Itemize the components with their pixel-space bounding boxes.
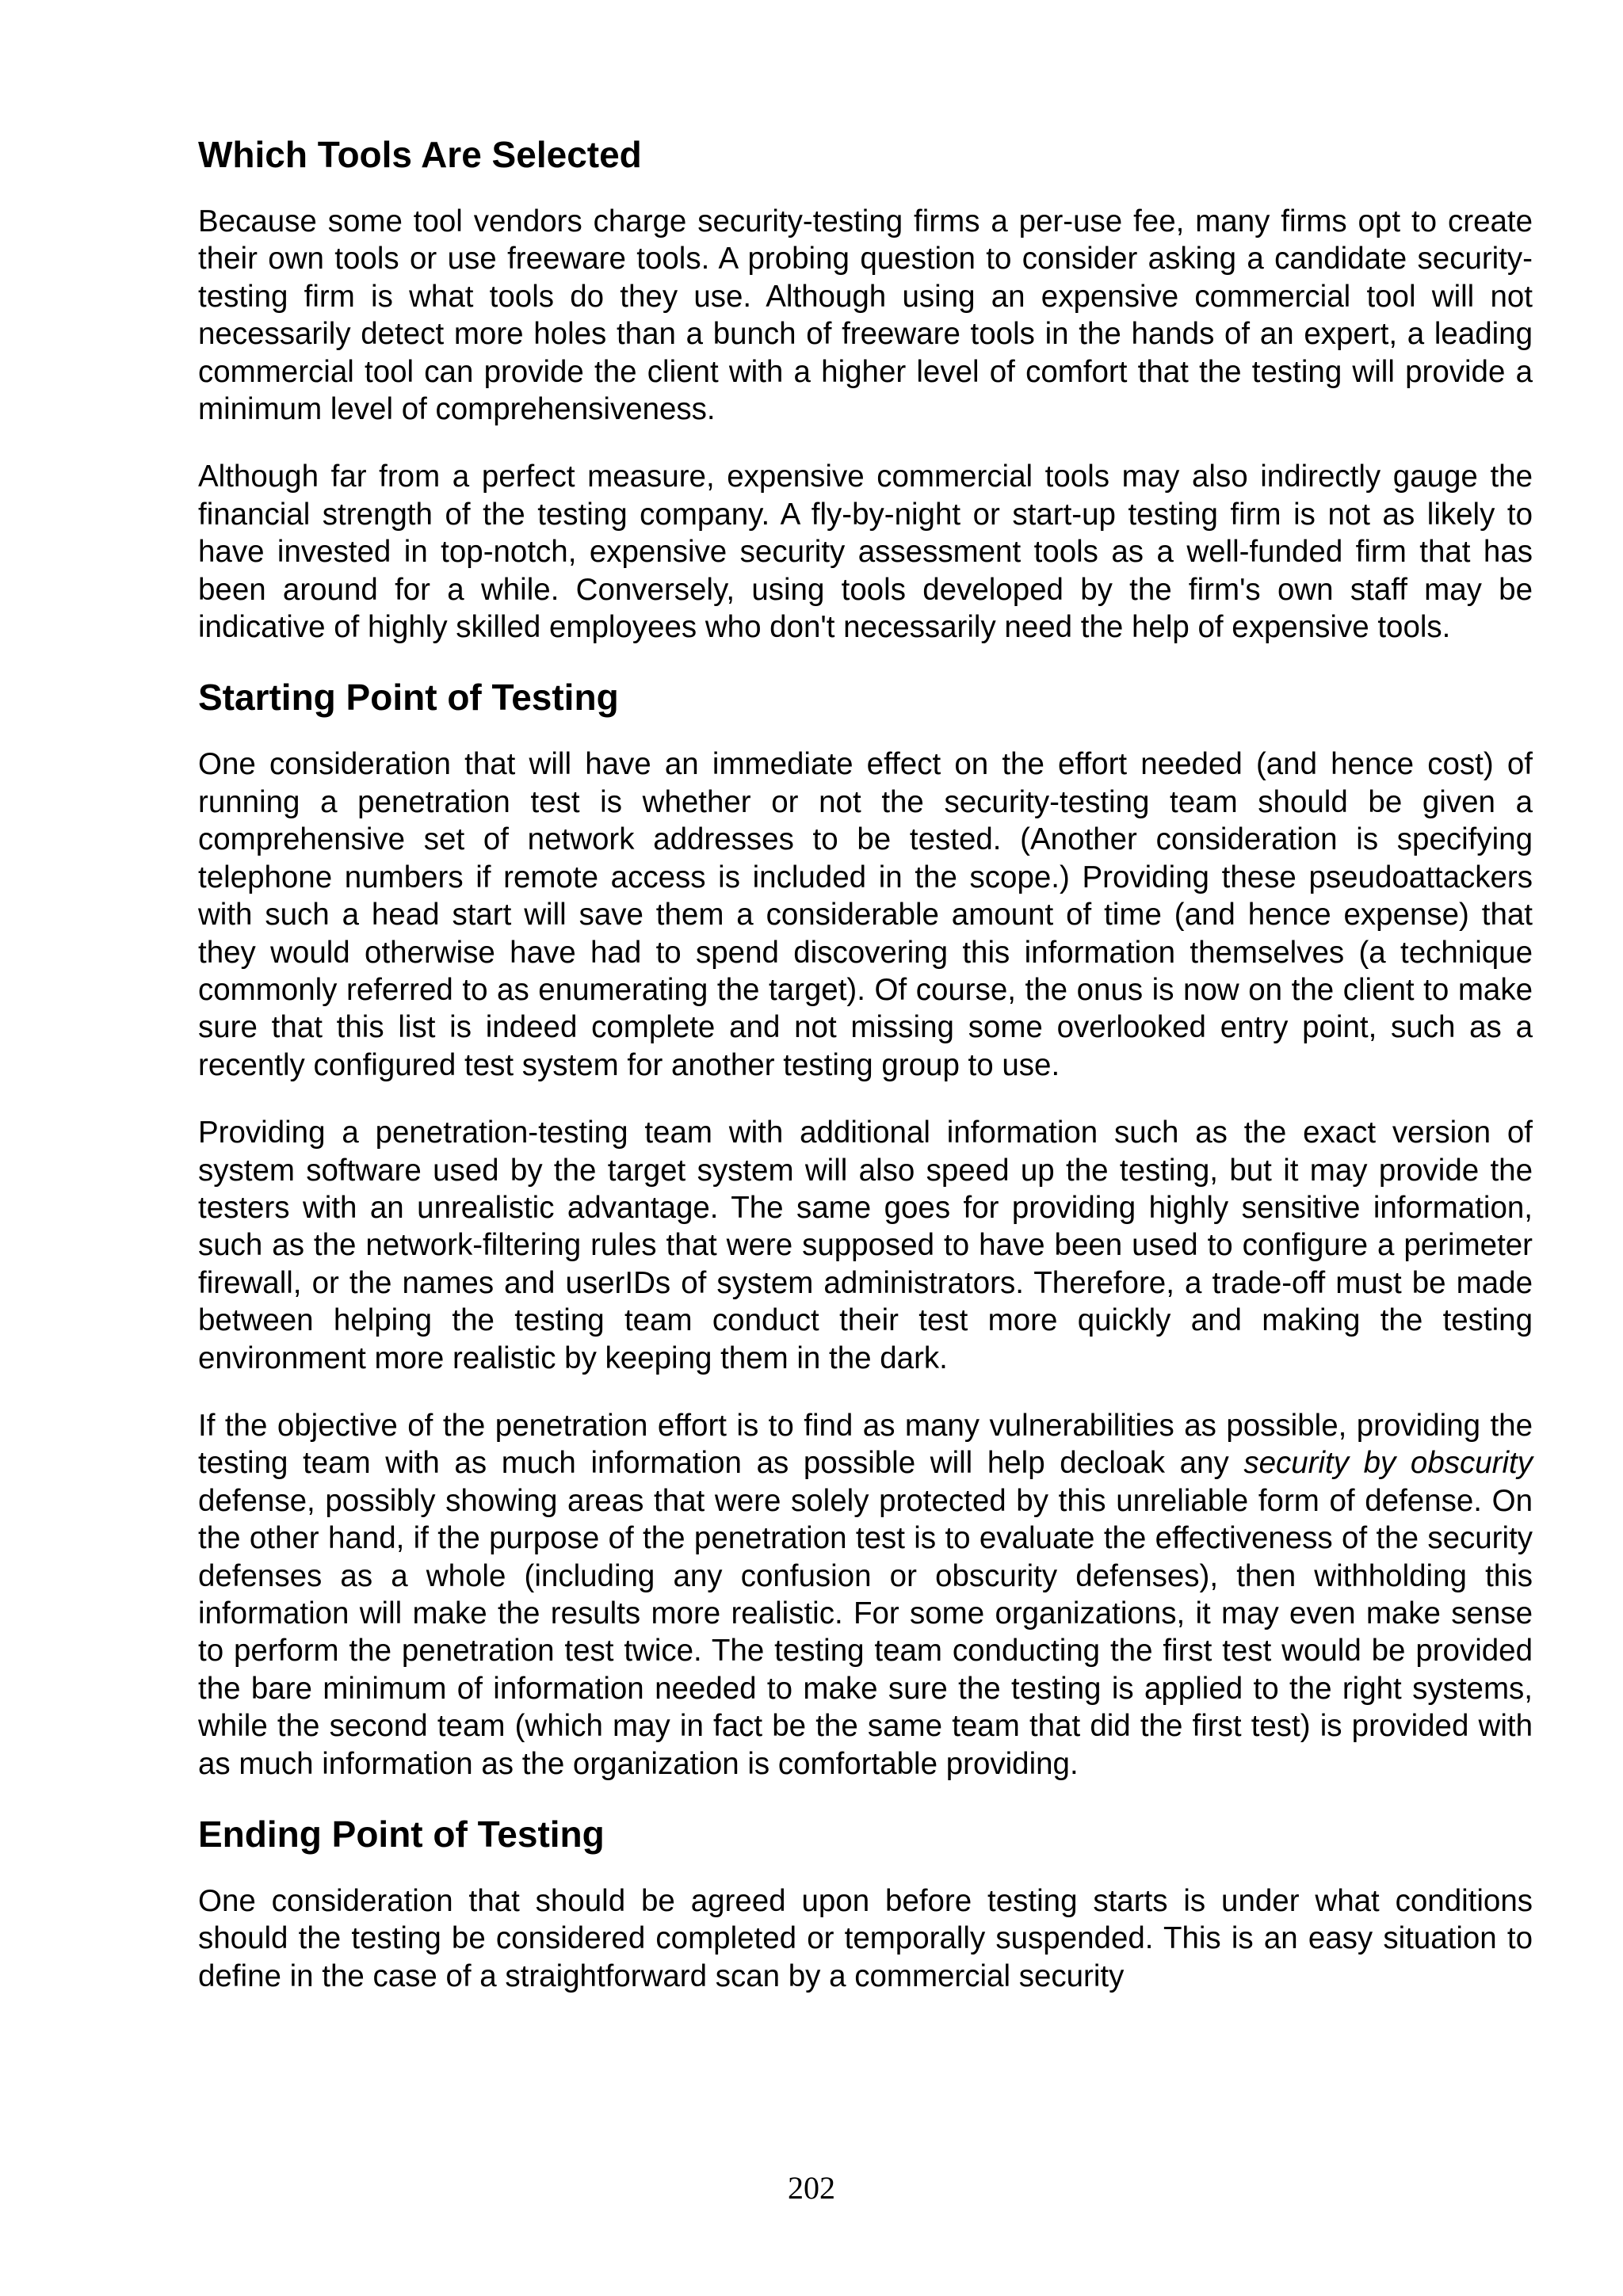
page-number: 202 <box>788 2170 835 2206</box>
paragraph-starting-3 <box>198 1407 1533 1783</box>
section-heading-starting-point: Starting Point of Testing <box>198 677 619 719</box>
paragraph-starting-3-before: If the objective of the penetration effort is to find as many vulnerabilities as possible, providing the testing team with as much information as possible will help decloak any <box>198 1408 1533 1481</box>
paragraph-tools-1: Because some tool vendors charge security-testing firms a per-use fee, many firms opt to create their own tools or use freeware tools. A probing question to consider asking a candidate security-testing firm is what tools do they use. Although using an expensive commercial tool will not necessarily detect more holes than a bunch of freeware tools in the hands of an expert, a leading commercial tool can provide the client with a higher level of comfort that the testing will provide a minimum level of comprehensiveness. <box>198 204 1533 427</box>
paragraph-starting-2: Providing a penetration-testing team with additional information such as the exact version of system software used by the target system will also speed up the testing, but it may provide the testers with an unrealistic advantage. The same goes for providing highly sensitive information, such as the network-filtering rules that were supposed to have been used to configure a perimeter firewall, or the names and userIDs of system administrators. Therefore, a trade-off must be made between helping the testing team conduct their test more quickly and making the testing environment more realistic by keeping them in the dark. <box>198 1116 1533 1375</box>
section-heading-ending-point: Ending Point of Testing <box>198 1814 605 1855</box>
section-heading-tools: Which Tools Are Selected <box>198 134 642 175</box>
paragraph-ending-1: One consideration that should be agreed upon before testing starts is under what conditions should the testing be considered completed or temporally suspended. This is an easy situation to define in the case of a straightforward scan by a commercial security <box>198 1884 1533 1993</box>
emphasis-security-by-obscurity: security by obscurity <box>1243 1446 1533 1481</box>
page-body <box>198 133 1533 1995</box>
paragraph-starting-3-after: defense, possibly showing areas that were solely protected by this unreliable form of defense. On the other hand, if the purpose of the penetration test is to evaluate the effectiveness of the security defenses as a whole (including any confusion or obscurity defenses), then withholding this information will make the results more realistic. For some organizations, it may even make sense to perform the penetration test twice. The testing team conducting the first test would be provided the bare minimum of information needed to make sure the testing is applied to the right systems, while the second team (which may in fact be the same team that did the first test) is provided with as much information as the organization is comfortable providing. <box>198 1483 1533 1781</box>
paragraph-starting-1: One consideration that will have an immediate effect on the effort needed (and hence cost) of running a penetration test is whether or not the security-testing team should be given a comprehensive set of network addresses to be tested. (Another consideration is specifying telephone numbers if remote access is included in the scope.) Providing these pseudoattackers with such a head start will save them a considerable amount of time (and hence expense) that they would otherwise have had to spend discovering this information themselves (a technique commonly referred to as enumerating the target). Of course, the onus is now on the client to make sure that this list is indeed complete and not missing some overlooked entry point, such as a recently configured test system for another testing group to use. <box>198 747 1533 1082</box>
paragraph-tools-2: Although far from a perfect measure, expensive commercial tools may also indirectly gauge the financial strength of the testing company. A fly-by-night or start-up testing firm is not as likely to have invested in top-notch, expensive security assessment tools as a well-funded firm that has been around for a while. Conversely, using tools developed by the firm's own staff may be indicative of highly skilled employees who don't necessarily need the help of expensive tools. <box>198 460 1533 645</box>
